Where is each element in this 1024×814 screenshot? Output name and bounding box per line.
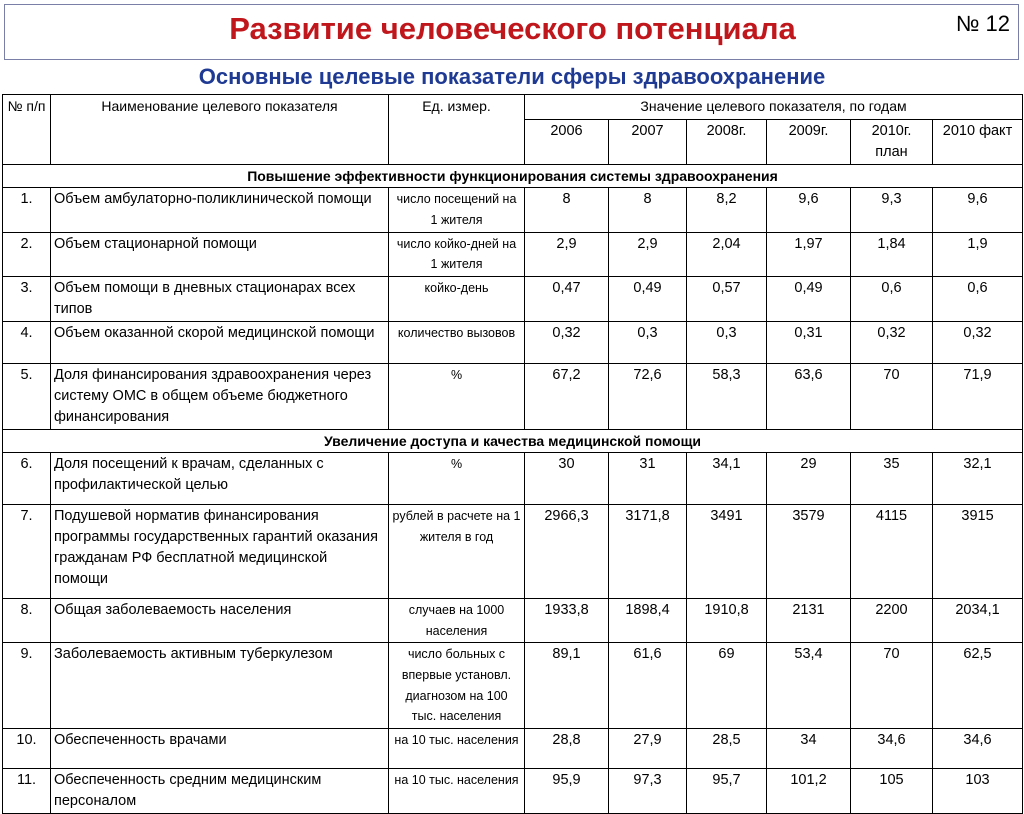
value-cell: 2131 bbox=[767, 599, 851, 643]
value-cell: 28,5 bbox=[687, 728, 767, 768]
table-row bbox=[3, 768, 1023, 813]
unit-cell: случаев на 1000 населения bbox=[389, 599, 525, 643]
value-cell: 9,3 bbox=[851, 188, 933, 232]
value-cell: 103 bbox=[933, 768, 1023, 813]
value-cell: 8 bbox=[609, 188, 687, 232]
value-cell: 27,9 bbox=[609, 728, 687, 768]
value-cell: 67,2 bbox=[525, 363, 609, 429]
row-number: 10. bbox=[3, 728, 51, 768]
unit-cell: число посещений на 1 жителя bbox=[389, 188, 525, 232]
value-cell: 63,6 bbox=[767, 363, 851, 429]
value-cell: 69 bbox=[687, 643, 767, 729]
unit-cell: число больных с впервые установл. диагнозом на 100 тыс. населения bbox=[389, 643, 525, 729]
value-cell: 1898,4 bbox=[609, 599, 687, 643]
section-row bbox=[3, 429, 1023, 452]
row-number: 5. bbox=[3, 363, 51, 429]
value-cell: 9,6 bbox=[933, 188, 1023, 232]
title-box bbox=[4, 4, 1019, 60]
unit-cell: количество вызовов bbox=[389, 321, 525, 363]
value-cell: 34,6 bbox=[933, 728, 1023, 768]
header-year: 2007 bbox=[609, 120, 687, 165]
value-cell: 0,32 bbox=[851, 321, 933, 363]
table-row bbox=[3, 276, 1023, 321]
value-cell: 1933,8 bbox=[525, 599, 609, 643]
section-row bbox=[3, 165, 1023, 188]
unit-cell: рублей в расчете на 1 жителя в год bbox=[389, 505, 525, 599]
header-num: № п/п bbox=[3, 95, 51, 165]
value-cell: 32,1 bbox=[933, 453, 1023, 505]
unit-cell: число койко-дней на 1 жителя bbox=[389, 232, 525, 276]
value-cell: 2200 bbox=[851, 599, 933, 643]
value-cell: 0,3 bbox=[687, 321, 767, 363]
indicator-name: Обеспеченность врачами bbox=[51, 728, 389, 768]
section-title: Увеличение доступа и качества медицинской помощи bbox=[3, 429, 1023, 452]
slide-subtitle: Основные целевые показатели сферы здравоохранение bbox=[198, 64, 826, 89]
header-unit: Ед. измер. bbox=[389, 95, 525, 165]
value-cell: 28,8 bbox=[525, 728, 609, 768]
value-cell: 95,9 bbox=[525, 768, 609, 813]
value-cell: 2,9 bbox=[525, 232, 609, 276]
value-cell: 71,9 bbox=[933, 363, 1023, 429]
value-cell: 2034,1 bbox=[933, 599, 1023, 643]
value-cell: 101,2 bbox=[767, 768, 851, 813]
indicator-name: Объем стационарной помощи bbox=[51, 232, 389, 276]
value-cell: 89,1 bbox=[525, 643, 609, 729]
header-year: 2006 bbox=[525, 120, 609, 165]
header-year: 2010 факт bbox=[933, 120, 1023, 165]
row-number: 4. bbox=[3, 321, 51, 363]
unit-cell: на 10 тыс. населения bbox=[389, 728, 525, 768]
value-cell: 53,4 bbox=[767, 643, 851, 729]
value-cell: 0,57 bbox=[687, 276, 767, 321]
value-cell: 0,47 bbox=[525, 276, 609, 321]
table-row bbox=[3, 643, 1023, 729]
table-row bbox=[3, 599, 1023, 643]
value-cell: 1,97 bbox=[767, 232, 851, 276]
value-cell: 0,32 bbox=[933, 321, 1023, 363]
value-cell: 8,2 bbox=[687, 188, 767, 232]
value-cell: 8 bbox=[525, 188, 609, 232]
table-row bbox=[3, 505, 1023, 599]
row-number: 2. bbox=[3, 232, 51, 276]
value-cell: 72,6 bbox=[609, 363, 687, 429]
value-cell: 3491 bbox=[687, 505, 767, 599]
row-number: 11. bbox=[3, 768, 51, 813]
slide-number: № 12 bbox=[955, 11, 1010, 36]
table-body bbox=[3, 165, 1023, 814]
indicator-name: Обеспеченность средним медицинским персоналом bbox=[51, 768, 389, 813]
indicator-name: Объем оказанной скорой медицинской помощи bbox=[51, 321, 389, 363]
value-cell: 58,3 bbox=[687, 363, 767, 429]
value-cell: 105 bbox=[851, 768, 933, 813]
indicator-name: Доля посещений к врачам, сделанных с профилактической целью bbox=[51, 453, 389, 505]
value-cell: 30 bbox=[525, 453, 609, 505]
value-cell: 0,31 bbox=[767, 321, 851, 363]
value-cell: 2966,3 bbox=[525, 505, 609, 599]
value-cell: 1910,8 bbox=[687, 599, 767, 643]
header-name: Наименование целевого показателя bbox=[51, 95, 389, 165]
header-year: 2008г. bbox=[687, 120, 767, 165]
value-cell: 31 bbox=[609, 453, 687, 505]
indicator-name: Доля финансирования здравоохранения через систему ОМС в общем объеме бюджетного финансирования bbox=[51, 363, 389, 429]
value-cell: 62,5 bbox=[933, 643, 1023, 729]
indicator-name: Подушевой норматив финансирования программы государственных гарантий оказания гражданам РФ бесплатной медицинской помощи bbox=[51, 505, 389, 599]
header-values-group: Значение целевого показателя, по годам bbox=[525, 95, 1023, 120]
row-number: 8. bbox=[3, 599, 51, 643]
row-number: 3. bbox=[3, 276, 51, 321]
value-cell: 1,9 bbox=[933, 232, 1023, 276]
section-title: Повышение эффективности функционирования системы здравоохранения bbox=[3, 165, 1023, 188]
value-cell: 0,49 bbox=[609, 276, 687, 321]
value-cell: 1,84 bbox=[851, 232, 933, 276]
value-cell: 95,7 bbox=[687, 768, 767, 813]
value-cell: 3915 bbox=[933, 505, 1023, 599]
unit-cell: на 10 тыс. населения bbox=[389, 768, 525, 813]
table-row bbox=[3, 188, 1023, 232]
value-cell: 0,32 bbox=[525, 321, 609, 363]
value-cell: 97,3 bbox=[609, 768, 687, 813]
value-cell: 3171,8 bbox=[609, 505, 687, 599]
header-year: 2010г. план bbox=[851, 120, 933, 165]
header-year: 2009г. bbox=[767, 120, 851, 165]
slide-title: Развитие человеческого потенциала bbox=[229, 11, 796, 46]
indicator-name: Объем помощи в дневных стационарах всех типов bbox=[51, 276, 389, 321]
value-cell: 61,6 bbox=[609, 643, 687, 729]
row-number: 6. bbox=[3, 453, 51, 505]
unit-cell: койко-день bbox=[389, 276, 525, 321]
value-cell: 2,04 bbox=[687, 232, 767, 276]
value-cell: 34 bbox=[767, 728, 851, 768]
indicators-table bbox=[2, 94, 1023, 814]
indicator-name: Объем амбулаторно-поликлинической помощи bbox=[51, 188, 389, 232]
indicator-name: Общая заболеваемость населения bbox=[51, 599, 389, 643]
value-cell: 70 bbox=[851, 643, 933, 729]
value-cell: 9,6 bbox=[767, 188, 851, 232]
indicator-name: Заболеваемость активным туберкулезом bbox=[51, 643, 389, 729]
table-row bbox=[3, 363, 1023, 429]
table-row bbox=[3, 321, 1023, 363]
value-cell: 34,6 bbox=[851, 728, 933, 768]
value-cell: 34,1 bbox=[687, 453, 767, 505]
value-cell: 2,9 bbox=[609, 232, 687, 276]
row-number: 9. bbox=[3, 643, 51, 729]
row-number: 1. bbox=[3, 188, 51, 232]
value-cell: 0,3 bbox=[609, 321, 687, 363]
value-cell: 70 bbox=[851, 363, 933, 429]
unit-cell: % bbox=[389, 363, 525, 429]
value-cell: 0,6 bbox=[933, 276, 1023, 321]
value-cell: 4115 bbox=[851, 505, 933, 599]
unit-cell: % bbox=[389, 453, 525, 505]
value-cell: 35 bbox=[851, 453, 933, 505]
table-row bbox=[3, 232, 1023, 276]
table-row bbox=[3, 728, 1023, 768]
value-cell: 3579 bbox=[767, 505, 851, 599]
value-cell: 0,49 bbox=[767, 276, 851, 321]
table-row bbox=[3, 453, 1023, 505]
value-cell: 29 bbox=[767, 453, 851, 505]
value-cell: 0,6 bbox=[851, 276, 933, 321]
row-number: 7. bbox=[3, 505, 51, 599]
